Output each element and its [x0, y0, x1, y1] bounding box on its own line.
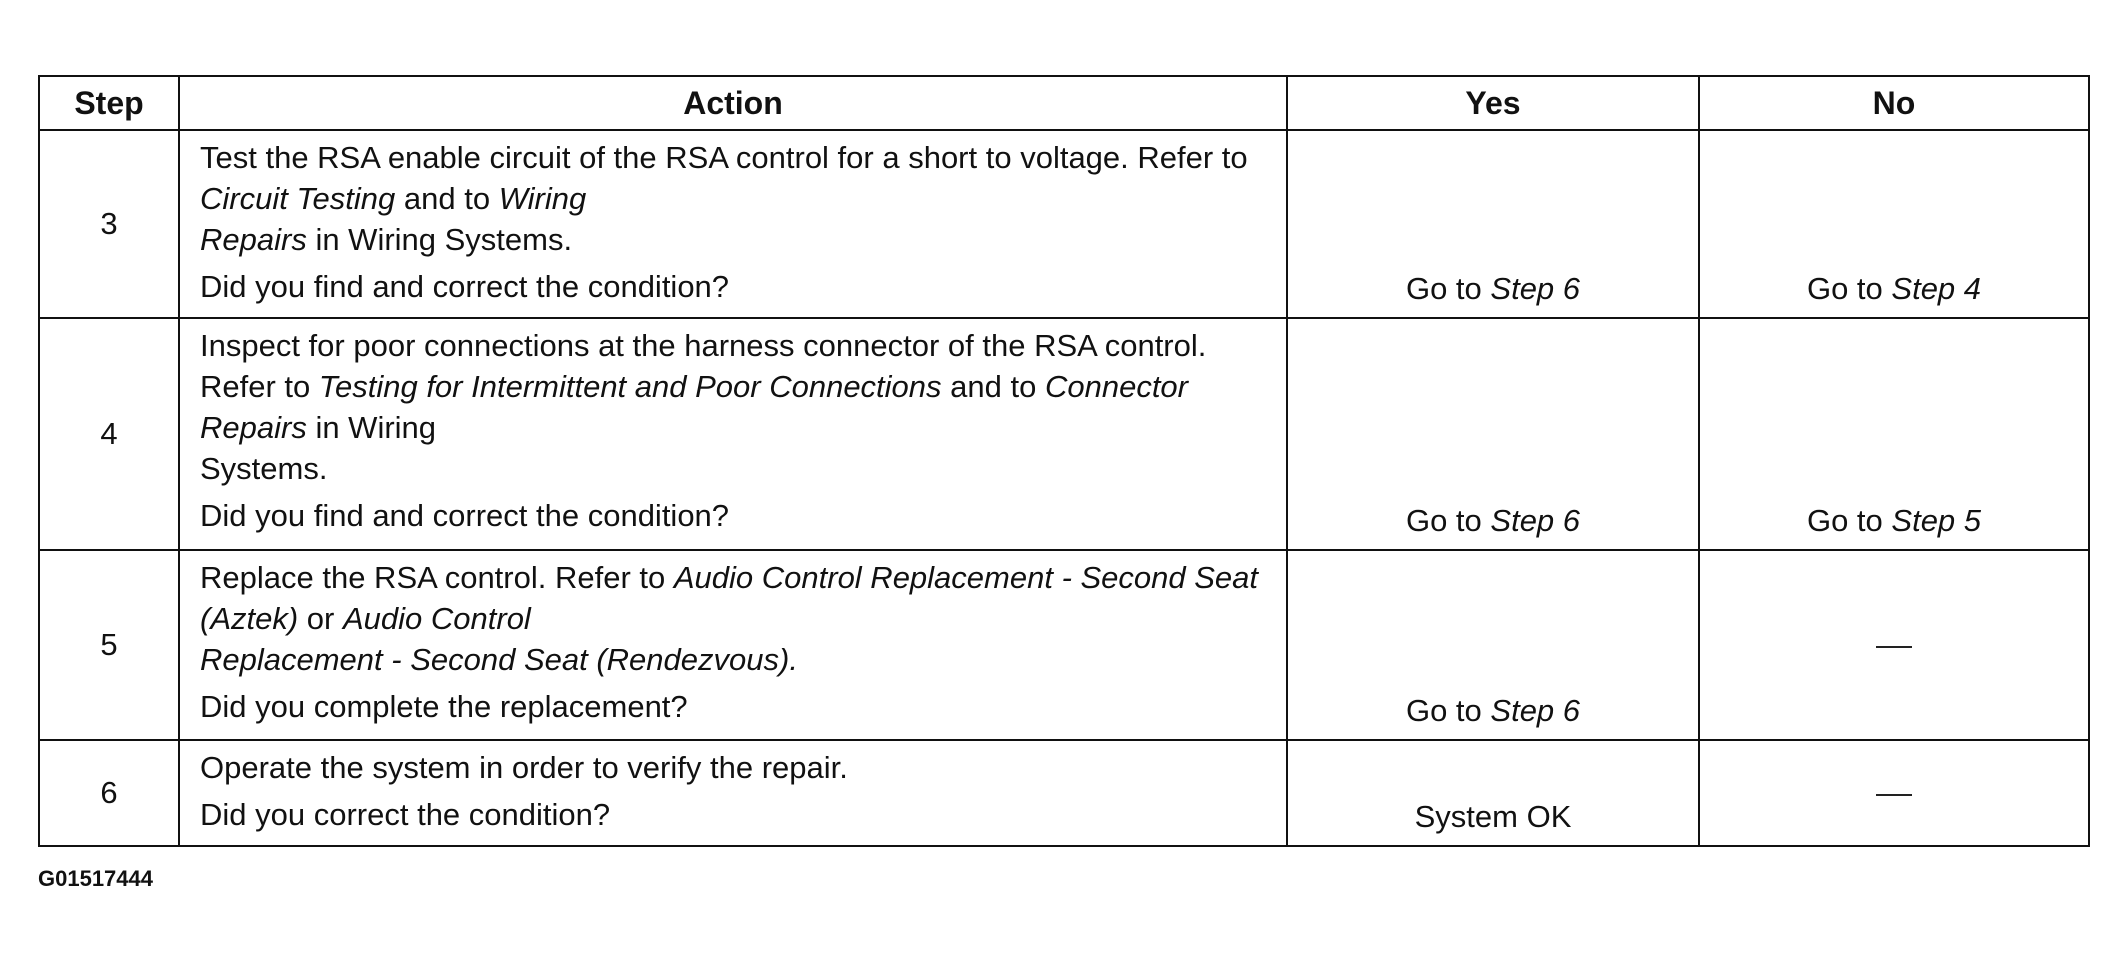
action-text: Test the RSA enable circuit of the RSA control for a short to voltage. Refer to Circuit Testing and to Wiring Repairs in Wiring Systems.	[200, 140, 1248, 257]
step-number: 5	[39, 550, 179, 740]
action-text: Replace the RSA control. Refer to Audio Control Replacement - Second Seat (Aztek) or Audio Control Replacement - Second Seat (Rendezvous).	[200, 560, 1259, 677]
no-result: Go to Step 5	[1699, 318, 2089, 550]
yes-result: Go to Step 6	[1287, 550, 1699, 740]
header-action: Action	[179, 76, 1287, 130]
action-text: Inspect for poor connections at the harness connector of the RSA control. Refer to Testing for Intermittent and Poor Connections and to Connector Repairs in Wiring Systems.	[200, 328, 1207, 486]
yes-result: Go to Step 6	[1287, 130, 1699, 318]
diagnostic-table	[38, 75, 2090, 847]
action-question: Did you correct the condition?	[200, 797, 611, 832]
action-question: Did you find and correct the condition?	[200, 269, 730, 304]
header-row	[39, 76, 2089, 130]
no-result: Go to Step 4	[1699, 130, 2089, 318]
step-number: 6	[39, 740, 179, 846]
figure-code: G01517444	[38, 866, 153, 891]
step-number: 3	[39, 130, 179, 318]
table-row	[39, 318, 2089, 550]
table-row	[39, 130, 2089, 318]
table-row	[39, 550, 2089, 740]
header-no: No	[1699, 76, 2089, 130]
yes-result: Go to Step 6	[1287, 318, 1699, 550]
step-number: 4	[39, 318, 179, 550]
yes-result: System OK	[1287, 740, 1699, 846]
action-cell	[179, 318, 1287, 550]
action-cell	[179, 740, 1287, 846]
action-cell	[179, 130, 1287, 318]
dash-mark	[1876, 646, 1912, 648]
dash-mark	[1876, 794, 1912, 796]
no-result	[1699, 740, 2089, 846]
action-text: Operate the system in order to verify the repair.	[200, 750, 848, 785]
header-yes: Yes	[1287, 76, 1699, 130]
action-cell	[179, 550, 1287, 740]
action-question: Did you complete the replacement?	[200, 689, 688, 724]
header-step: Step	[39, 76, 179, 130]
no-result	[1699, 550, 2089, 740]
action-question: Did you find and correct the condition?	[200, 498, 730, 533]
table-row	[39, 740, 2089, 846]
